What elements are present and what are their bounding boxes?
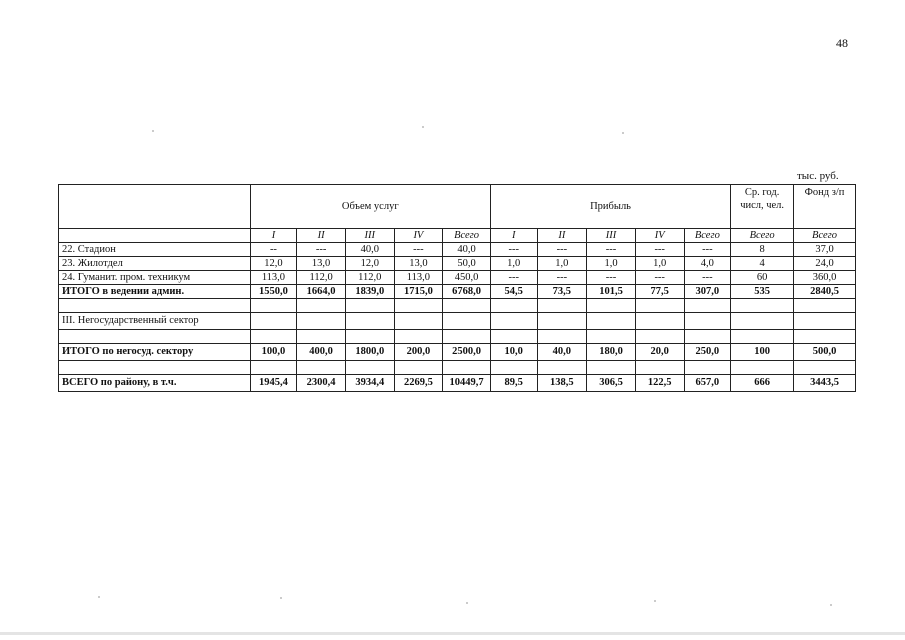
header-sub-cell: I [490,229,537,243]
table-cell: 200,0 [394,344,443,361]
table-cell: 6768,0 [443,285,491,299]
section-label: III. Негосударственный сектор [59,313,251,330]
header-sub-cell: III [587,229,636,243]
table-cell: --- [587,271,636,285]
header-blank-cell [59,229,251,243]
header-volume-group: Объем услуг [250,185,490,229]
table-cell: --- [394,243,443,257]
header-sub-cell: II [537,229,587,243]
table-cell: 360,0 [794,271,856,285]
header-sub-cell: IV [635,229,684,243]
table-cell: 1800,0 [345,344,394,361]
section-row [59,313,856,330]
table-cell: 1664,0 [297,285,346,299]
header-sub-cell: Всего [794,229,856,243]
table-cell: --- [297,243,346,257]
table-cell: 1839,0 [345,285,394,299]
table-cell: 666 [731,375,794,392]
table-cell: 24,0 [794,257,856,271]
scan-speck [152,130,154,132]
table-row [59,243,856,257]
table-cell: 138,5 [537,375,587,392]
table-cell: --- [537,271,587,285]
row-label: 23. Жилотдел [59,257,251,271]
table-cell: 10449,7 [443,375,491,392]
empty-row [59,361,856,375]
table-cell: --- [490,243,537,257]
empty-row [59,299,856,313]
table-cell: 77,5 [635,285,684,299]
table-cell: 450,0 [443,271,491,285]
header-row-quarters [59,229,856,243]
table-cell: 1,0 [537,257,587,271]
table-cell: 3443,5 [794,375,856,392]
scan-speck [98,596,100,598]
table-cell: 3934,4 [345,375,394,392]
table-cell: 2840,5 [794,285,856,299]
empty-row [59,330,856,344]
table-cell: 657,0 [684,375,731,392]
table-row [59,257,856,271]
header-avg-count: Ср. год. числ, чел. [731,185,794,229]
table-cell: 2500,0 [443,344,491,361]
table-cell: -- [250,243,297,257]
table-cell: 4 [731,257,794,271]
row-label: 24. Гуманит. пром. техникум [59,271,251,285]
header-sub-cell: Всего [731,229,794,243]
table-cell: 12,0 [250,257,297,271]
table-cell: 101,5 [587,285,636,299]
header-row-groups [59,185,856,229]
table-cell: --- [684,271,731,285]
table-cell: 54,5 [490,285,537,299]
table-cell: 60 [731,271,794,285]
table-cell: 180,0 [587,344,636,361]
table-cell: 8 [731,243,794,257]
table-cell: 1715,0 [394,285,443,299]
total-row-admin [59,285,856,299]
table-cell: 13,0 [297,257,346,271]
table-cell: 2269,5 [394,375,443,392]
table-cell: 122,5 [635,375,684,392]
scan-speck [622,132,624,134]
table-cell: 250,0 [684,344,731,361]
table-cell: 307,0 [684,285,731,299]
scan-speck [654,600,656,602]
table-cell: 50,0 [443,257,491,271]
scan-speck [280,597,282,599]
scan-edge [0,632,905,635]
table-cell: --- [490,271,537,285]
table-cell: 500,0 [794,344,856,361]
table-cell: 1,0 [587,257,636,271]
table-row [59,271,856,285]
header-sub-cell: IV [394,229,443,243]
table-cell: 2300,4 [297,375,346,392]
table-cell: 112,0 [297,271,346,285]
table-cell: 1,0 [635,257,684,271]
table-cell: 112,0 [345,271,394,285]
table-cell: 20,0 [635,344,684,361]
table-cell: 40,0 [345,243,394,257]
table-cell: --- [684,243,731,257]
table-cell: 73,5 [537,285,587,299]
header-wage-fund: Фонд з/п [794,185,856,229]
table-cell: 13,0 [394,257,443,271]
header-sub-cell: Всего [684,229,731,243]
header-blank-cell [59,185,251,229]
page-number: 48 [836,36,848,50]
table-cell: 12,0 [345,257,394,271]
table-cell: 1945,4 [250,375,297,392]
row-label: ИТОГО в ведении админ. [59,285,251,299]
header-sub-cell: II [297,229,346,243]
table-cell: 400,0 [297,344,346,361]
row-label: 22. Стадион [59,243,251,257]
table-cell: 40,0 [443,243,491,257]
table-cell: 1550,0 [250,285,297,299]
grand-total-row [59,375,856,392]
header-profit-group: Прибыль [490,185,730,229]
table-cell: --- [635,243,684,257]
units-label: тыс. руб. [797,170,839,182]
total-row-nonstate [59,344,856,361]
scan-speck [830,604,832,606]
scan-speck [422,126,424,128]
row-label: ИТОГО по негосуд. сектору [59,344,251,361]
header-sub-cell: I [250,229,297,243]
table-cell: 113,0 [250,271,297,285]
table-cell: 4,0 [684,257,731,271]
table-cell: --- [635,271,684,285]
report-table [58,184,856,392]
table-cell: 1,0 [490,257,537,271]
header-sub-cell: III [345,229,394,243]
header-sub-cell: Всего [443,229,491,243]
table-cell: 89,5 [490,375,537,392]
row-label: ВСЕГО по району, в т.ч. [59,375,251,392]
table-cell: 40,0 [537,344,587,361]
table-cell: 10,0 [490,344,537,361]
table-cell: 100,0 [250,344,297,361]
table-cell: --- [587,243,636,257]
table-cell: 113,0 [394,271,443,285]
table-cell: 306,5 [587,375,636,392]
table-cell: 100 [731,344,794,361]
table-cell: --- [537,243,587,257]
table-cell: 37,0 [794,243,856,257]
scan-speck [466,602,468,604]
table-cell: 535 [731,285,794,299]
